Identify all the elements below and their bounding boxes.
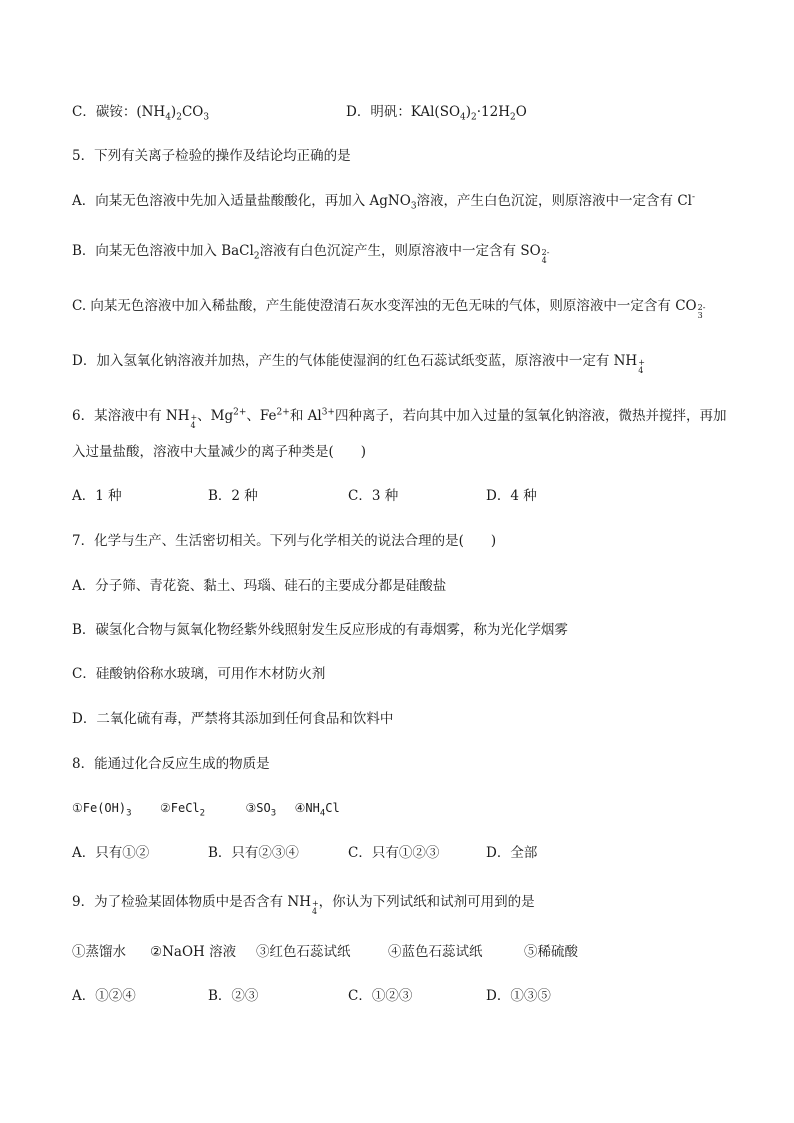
subscript: 2 — [176, 112, 182, 123]
subscript: 2 — [510, 112, 516, 123]
superscript: 2+ — [233, 407, 247, 418]
option-text: 6．某溶液中有 NH — [72, 408, 190, 424]
question-9-stem — [72, 892, 535, 916]
superscript: 3+ — [321, 407, 335, 418]
option-text: C．碳铵：(NH — [72, 104, 166, 120]
item-text: Cl — [325, 801, 340, 815]
question-7-option-a: A．分子筛、青花瓷、黏土、玛瑙、硅石的主要成分都是硅酸盐 — [72, 578, 447, 594]
question-7-option-b: B．碳氢化合物与氮氧化物经紫外线照射发生反应形成的有毒烟雾，称为光化学烟雾 — [72, 622, 568, 638]
question-8-stem: 8．能通过化合反应生成的物质是 — [72, 756, 270, 772]
option-text: 9．为了检验某固体物质中是否含有 NH — [72, 894, 311, 910]
option-text: B．向某无色溶液中加入 BaCl — [72, 243, 254, 259]
subscript: 2 — [471, 112, 477, 123]
question-8-option-c: C．只有①②③ — [348, 845, 440, 861]
question-7-option-c: C．硅酸钠俗称水玻璃，可用作木材防火剂 — [72, 666, 326, 682]
option-text: 四种离子，若向其中加入过量的氢氧化钠溶液，微热并搅拌，再加 — [334, 408, 727, 424]
question-8-option-d: D．全部 — [486, 845, 538, 861]
option-text: O — [515, 104, 527, 120]
option-text: D．明矾：KAl(SO — [346, 104, 461, 120]
question-6-stem-line1 — [72, 406, 726, 430]
question-5-stem: 5．下列有关离子检验的操作及结论均正确的是 — [72, 148, 351, 164]
option-text: 溶液，产生白色沉淀，则原溶液中一定含有 Cl — [416, 193, 692, 209]
ion-charge: + — [638, 358, 645, 367]
question-9-option-c: C．①②③ — [348, 988, 413, 1004]
superscript: 2+ — [276, 407, 290, 418]
question-8-option-b: B．只有②③④ — [208, 845, 299, 861]
option-text: ·12H — [476, 104, 511, 120]
question-6-stem-line2: 入过量盐酸，溶液中大量减少的离子种类是( ) — [72, 444, 367, 460]
question-6-option-a: A．1 种 — [72, 488, 122, 504]
question-8-items — [72, 798, 340, 818]
ion-charge: + — [311, 899, 319, 908]
subscript: 3 — [270, 808, 277, 819]
carbonate-charge — [697, 304, 706, 320]
item-text: ④NH — [294, 801, 320, 815]
ammonium-charge — [637, 359, 645, 375]
question-9-reagent-3: ③红色石蕊试纸 — [256, 944, 351, 960]
subscript: 4 — [319, 808, 326, 819]
subscript: 3 — [410, 201, 417, 212]
question-8-option-a: A．只有①② — [72, 845, 150, 861]
question-5-option-c — [72, 296, 705, 320]
question-7-option-d: D．二氧化硫有毒，严禁将其添加到任何食品和饮料中 — [72, 711, 394, 727]
ion-charge: 2- — [697, 303, 706, 312]
question-9-reagent-4: ④蓝色石蕊试纸 — [388, 944, 483, 960]
question-6-option-b: B．2 种 — [208, 488, 258, 504]
question-5-option-a — [72, 191, 695, 211]
question-6-option-d: D．4 种 — [486, 488, 537, 504]
subscript: 3 — [126, 808, 132, 819]
ion-charge: 2- — [541, 248, 550, 257]
ion-count: 4 — [638, 366, 644, 375]
question-5-option-d — [72, 351, 645, 375]
question-9-reagent-1: ①蒸馏水 — [72, 944, 126, 960]
ion-count: 4 — [541, 256, 547, 265]
option-text: 、Fe — [246, 408, 277, 424]
option-text: ) — [170, 104, 177, 120]
subscript: 2 — [253, 251, 260, 262]
question-9-option-a: A．①②④ — [72, 988, 136, 1004]
option-text: 溶液有白色沉淀产生，则原溶液中一定含有 SO — [259, 243, 541, 259]
subscript: 3 — [203, 112, 210, 123]
question-6-option-c: C．3 种 — [348, 488, 399, 504]
question-9-option-b: B．②③ — [208, 988, 259, 1004]
subscript: 4 — [165, 112, 171, 123]
question-5-option-b — [72, 241, 549, 265]
item-text: ②FeCl — [160, 801, 200, 815]
option-text: C. 向某无色溶液中加入稀盐酸，产生能使澄清石灰水变浑浊的无色无味的气体，则原溶液中一定含有 CO — [72, 298, 697, 314]
item-text: ③SO — [245, 801, 271, 815]
question-9-reagent-5: ⑤稀硫酸 — [524, 944, 578, 960]
option-text: 和 Al — [289, 408, 322, 424]
option-text: ，你认为下列试纸和试剂可用到的是 — [318, 894, 535, 910]
ammonium-charge — [311, 900, 319, 916]
question-7-stem: 7．化学与生产、生活密切相关。下列与化学相关的说法合理的是( ) — [72, 533, 497, 549]
option-c-ammonium-carbonate — [72, 102, 209, 122]
item-text: ①Fe(OH) — [72, 801, 127, 815]
subscript: 2 — [199, 808, 206, 819]
ion-count: 3 — [697, 311, 703, 320]
option-text: CO — [181, 104, 204, 120]
option-text: D．加入氢氧化钠溶液并加热，产生的气体能使湿润的红色石蕊试纸变蓝，原溶液中一定有 NH — [72, 353, 638, 369]
ion-count: 4 — [190, 421, 196, 430]
ion-count: 4 — [311, 907, 318, 916]
sulfate-charge — [541, 249, 550, 265]
question-9-reagent-2: ②NaOH 溶液 — [150, 944, 237, 960]
question-9-option-d: D．①③⑤ — [486, 988, 551, 1004]
superscript: - — [692, 192, 696, 203]
option-text: 、Mg — [197, 408, 234, 424]
subscript: 4 — [460, 112, 466, 123]
option-d-alum — [346, 102, 527, 122]
option-text: ) — [465, 104, 472, 120]
option-text: A．向某无色溶液中先加入适量盐酸酸化，再加入 AgNO — [72, 193, 411, 209]
ion-charge: + — [190, 413, 198, 422]
